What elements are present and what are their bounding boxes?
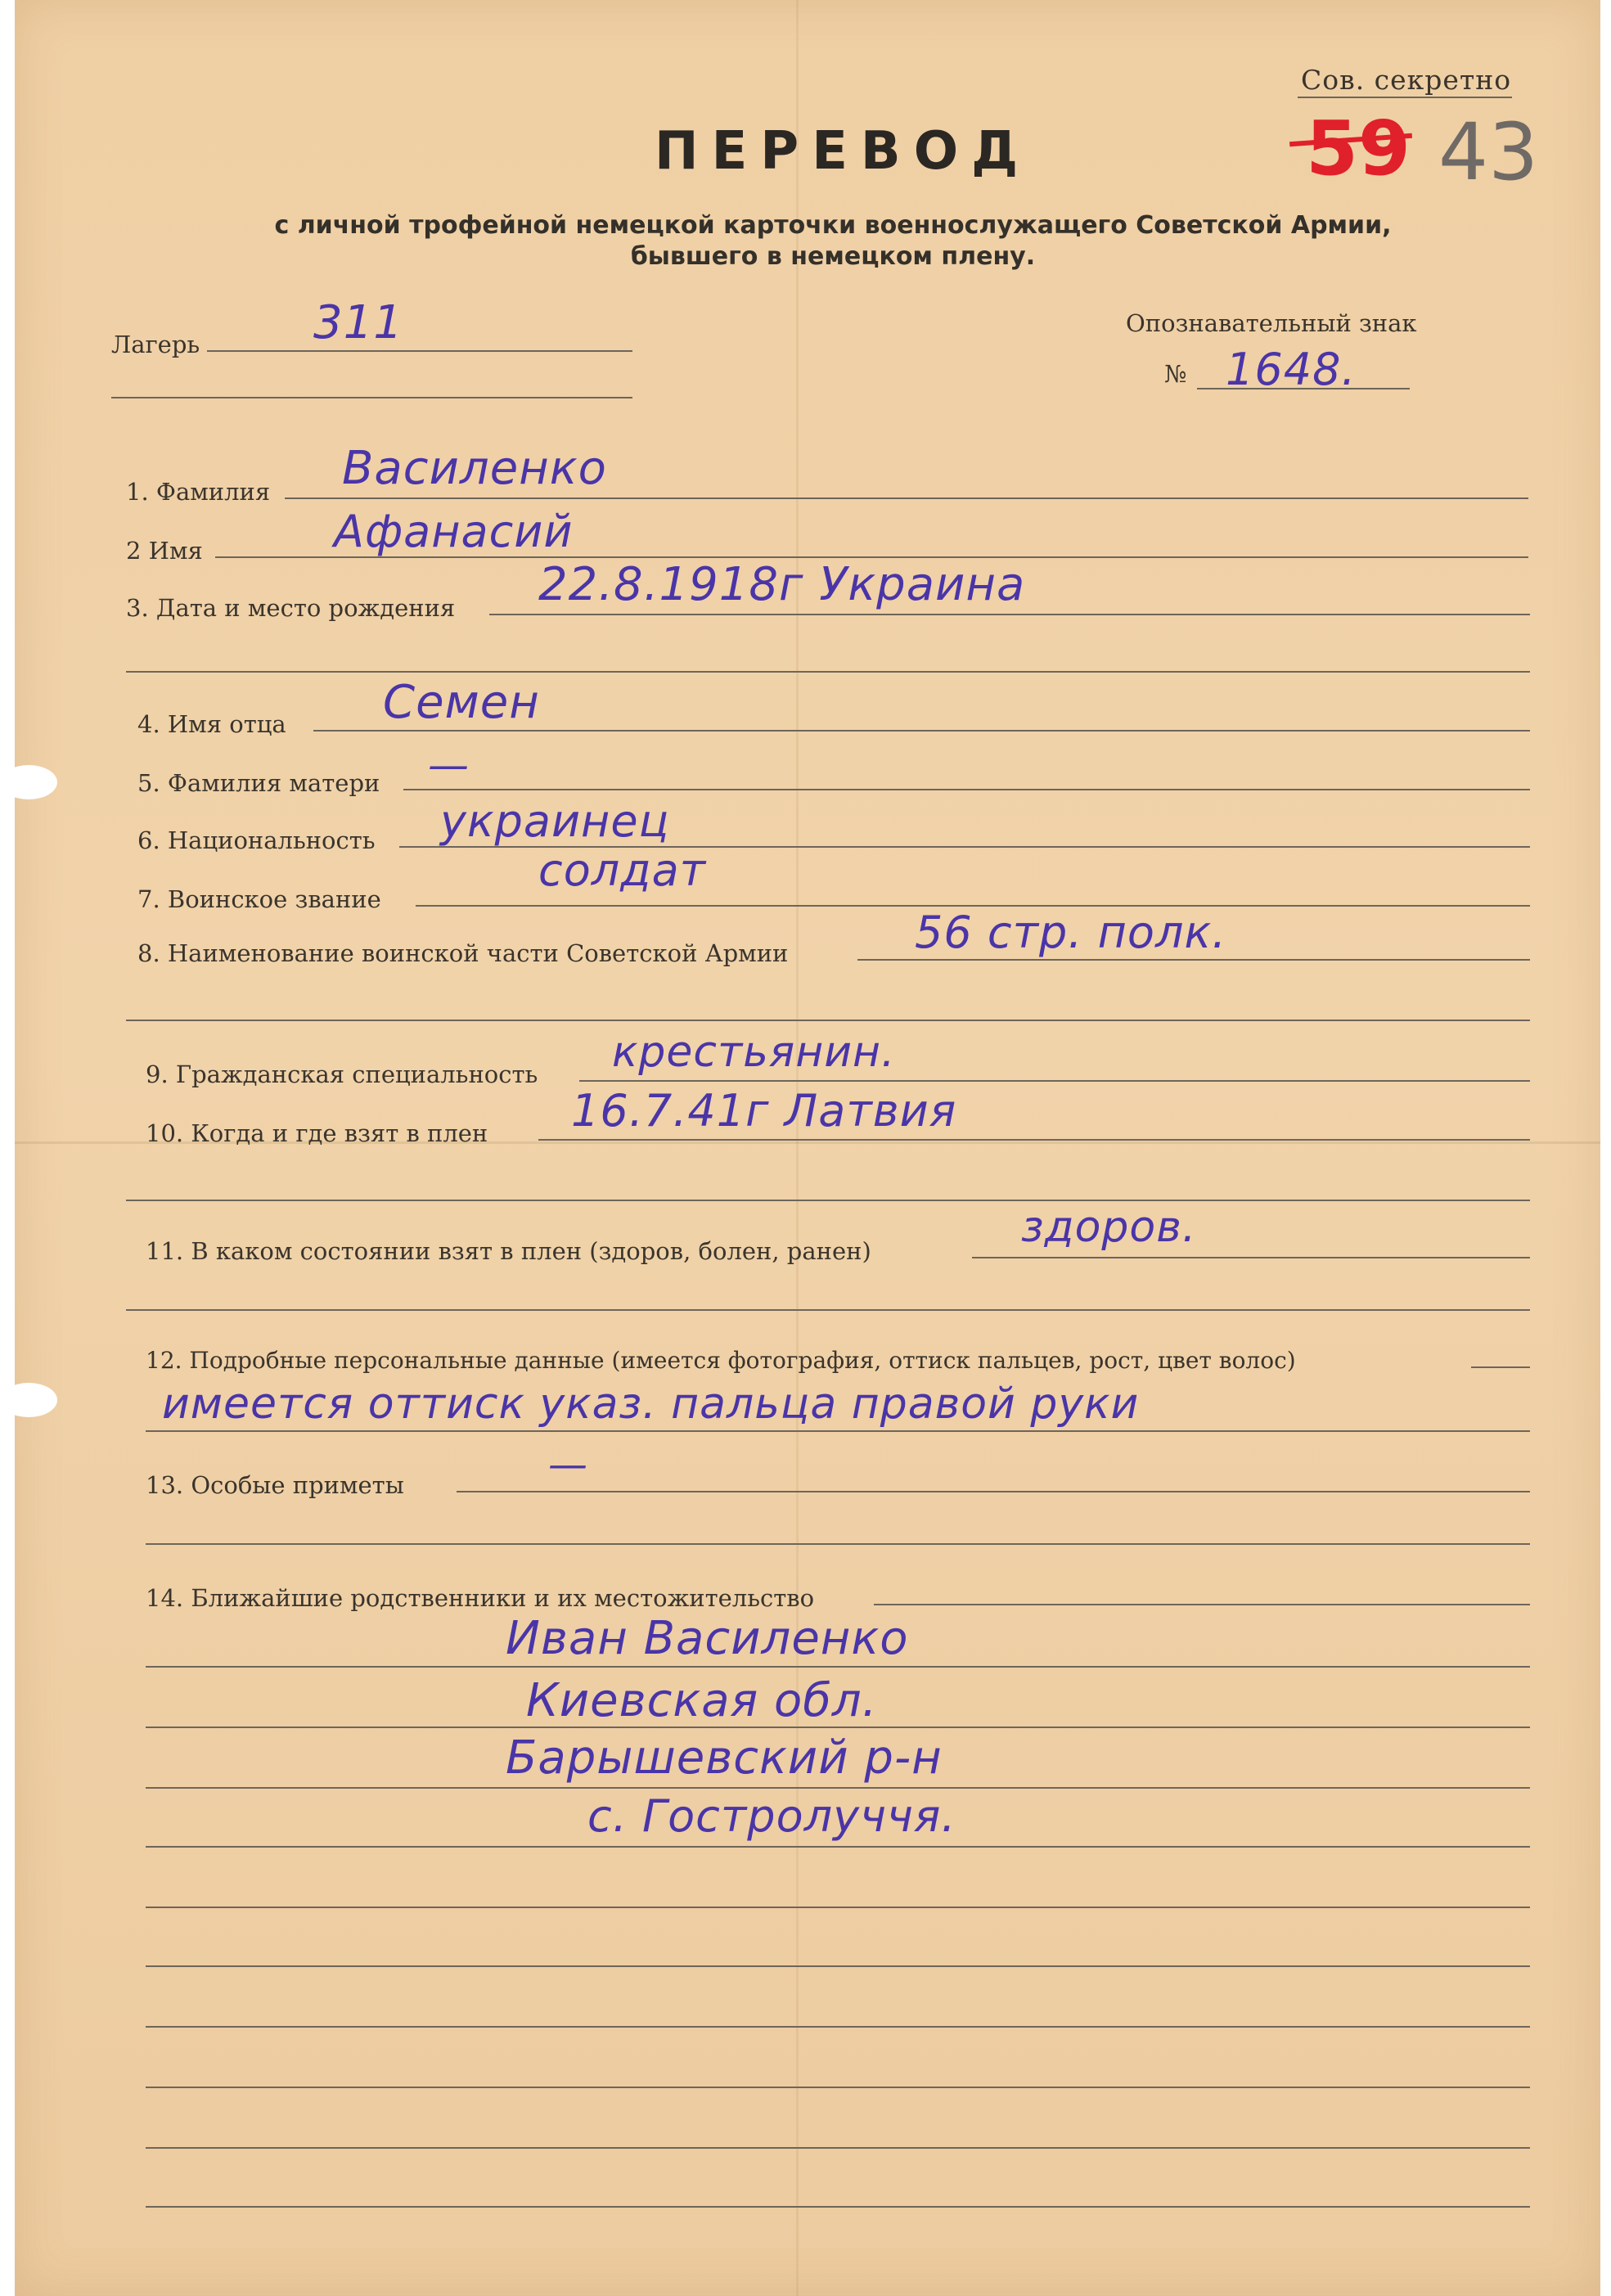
field-12-label: 12. Подробные персональные данные (имеется фотография, оттиск пальцев, рост, цвет волос) (146, 1347, 1296, 1374)
field-9-label: 9. Гражданская специальность (146, 1060, 538, 1088)
ruled-line (146, 1907, 1530, 1908)
field-9-line (579, 1080, 1530, 1082)
field-11-line-2 (126, 1309, 1530, 1311)
field-8-line (857, 959, 1530, 961)
id-tag-label: Опознавательный знак (1126, 309, 1417, 337)
field-7-value: солдат (538, 844, 707, 896)
classification-stamp: Сов. секретно (1301, 64, 1512, 96)
field-1-label: 1. Фамилия (126, 478, 271, 506)
field-10-label: 10. Когда и где взят в плен (146, 1119, 488, 1147)
ruled-line (146, 2206, 1530, 2208)
camp-line-2 (111, 397, 632, 398)
field-13-label: 13. Особые приметы (146, 1471, 404, 1499)
ruled-line (146, 2087, 1530, 2088)
relatives-line-2: Киевская обл. (526, 1674, 878, 1727)
field-9-value: крестьянин. (612, 1028, 896, 1077)
red-archive-mark: 59 (1306, 105, 1411, 192)
ruled-line (146, 1846, 1530, 1848)
page-title: ПЕРЕВОД (655, 121, 1032, 182)
camp-line (207, 350, 632, 352)
classification-underline (1298, 97, 1512, 98)
ruled-line (146, 1666, 1530, 1668)
field-5-label: 5. Фамилия матери (137, 769, 380, 797)
field-8-value: 56 стр. полк. (915, 907, 1227, 958)
field-5-line (403, 789, 1530, 790)
field-13-line-2 (146, 1543, 1530, 1545)
field-12-value: имеется оттиск указ. пальца правой руки (162, 1380, 1140, 1429)
field-14-line (874, 1604, 1530, 1605)
ruled-line (146, 2026, 1530, 2028)
field-10-line (538, 1139, 1530, 1141)
punch-hole (0, 1383, 57, 1417)
field-10-value: 16.7.41г Латвия (571, 1085, 957, 1137)
relatives-line-3: Барышевский р-н (506, 1731, 943, 1785)
relatives-line-1: Иван Василенко (506, 1612, 909, 1665)
field-12-line (1471, 1366, 1530, 1368)
field-7-label: 7. Воинское звание (137, 885, 381, 913)
field-14-label: 14. Ближайшие родственники и их местожительство (146, 1584, 815, 1612)
field-12-line-2 (146, 1430, 1530, 1432)
field-8-line-2 (126, 1020, 1530, 1021)
relatives-line-4: с. Гостролуччя. (587, 1790, 956, 1842)
field-6-value: украинец (440, 795, 670, 847)
camp-value: 311 (313, 296, 403, 349)
ruled-line (146, 1727, 1530, 1728)
ruled-line (146, 1965, 1530, 1967)
field-8-label: 8. Наименование воинской части Советской Армии (137, 939, 789, 967)
document-sheet (15, 0, 1600, 2296)
field-4-value: Семен (383, 676, 540, 729)
field-3-label: 3. Дата и место рождения (126, 594, 456, 622)
field-2-label: 2 Имя (126, 537, 203, 565)
paper-crease (796, 0, 799, 2296)
field-5-value: — (428, 741, 470, 789)
field-11-line (972, 1257, 1530, 1258)
field-3-line (489, 614, 1530, 615)
field-4-line (313, 730, 1530, 732)
page-subtitle-line2: бывшего в немецком плену. (630, 242, 1036, 271)
ruled-line (146, 2147, 1530, 2149)
page-subtitle-line1: с личной трофейной немецкой карточки военнослужащего Советской Армии, (274, 211, 1392, 240)
punch-hole (0, 765, 57, 799)
id-tag-value: 1648. (1226, 344, 1357, 395)
field-3-value: 22.8.1918г Украина (538, 558, 1026, 611)
field-6-label: 6. Национальность (137, 826, 376, 854)
field-2-value: Афанасий (334, 506, 574, 557)
field-3-line-2 (126, 671, 1530, 673)
field-1-value: Василенко (342, 442, 607, 495)
ruled-line (146, 1787, 1530, 1789)
field-4-label: 4. Имя отца (137, 710, 286, 738)
camp-label: Лагерь (111, 331, 200, 358)
field-10-line-2 (126, 1200, 1530, 1201)
field-11-label: 11. В каком состоянии взят в плен (здоров, болен, ранен) (146, 1237, 871, 1265)
field-13-value: — (548, 1442, 588, 1488)
pencil-archive-number: 43 (1438, 106, 1539, 198)
field-1-line (285, 497, 1528, 499)
field-13-line (457, 1491, 1530, 1492)
field-11-value: здоров. (1021, 1203, 1197, 1252)
id-tag-number-sign: № (1164, 360, 1187, 388)
